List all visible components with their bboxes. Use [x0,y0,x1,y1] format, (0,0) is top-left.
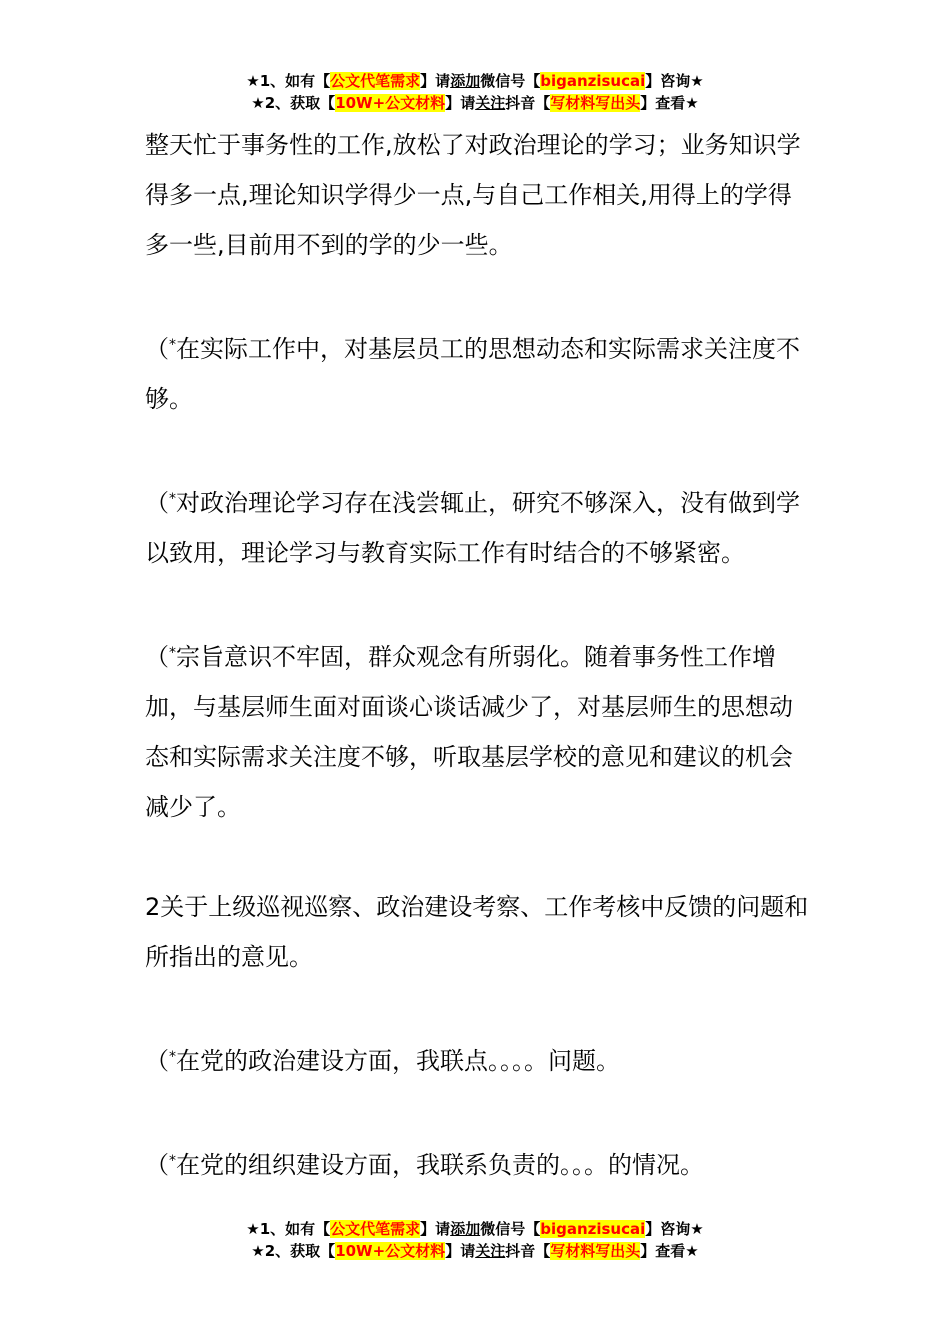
asterisk: * [169,337,176,353]
paragraph-1: 整天忙于事务性的工作,放松了对政治理论的学习；业务知识学得多一点,理论知识学得少一点,与自己工作相关,用得上的学得多一些,目前用不到的学的少一些。 [145,131,801,259]
paren: （ [145,1047,169,1075]
paragraph-text: 在实际工作中，对基层员工的思想动态和实际需求关注度不够。 [145,335,800,413]
promo-text: 抖音【 [505,1242,551,1260]
promo-underlined: 添加 [450,72,481,90]
paragraph-text: 宗旨意识不牢固，群众观念有所弱化。随着事务性工作增加，与基层师生面对面谈心谈话减少了，对基层师生的思想动态和实际需求关注度不够，听取基层学校的意见和建议的机会减少了。 [145,643,793,821]
promo-line-1 [0,1218,950,1240]
asterisk: * [169,645,176,661]
promo-text: 】请 [445,94,476,112]
asterisk: * [169,491,176,507]
asterisk: * [169,1153,176,1169]
paragraph-7 [145,1136,810,1190]
paren: （ [145,1151,169,1179]
promo-text: 抖音【 [505,94,551,112]
paragraph-4 [145,628,810,832]
paragraph-text: 在党的政治建设方面，我联点。。。。问题。 [176,1047,620,1075]
paren: （ [145,643,169,671]
paren: （ [145,489,169,517]
promo-text: 】查看★ [640,1242,699,1260]
paragraph-2 [145,320,810,424]
promo-banner-top [0,70,950,114]
promo-highlight-douyin: 写材料写出头 [550,94,641,112]
promo-highlight-douyin: 写材料写出头 [550,1242,641,1260]
promo-highlight-wechat: biganzisucai [540,1220,646,1238]
promo-underlined: 关注 [475,94,506,112]
promo-banner-bottom [0,1218,950,1262]
promo-underlined: 添加 [450,1220,481,1238]
promo-highlight: 10W+公文材料 [335,94,446,112]
document-body [145,120,810,1190]
promo-text: 】查看★ [640,94,699,112]
promo-line-2 [0,1240,950,1262]
promo-text: ★2、获取【 [251,94,336,112]
paren: （ [145,335,169,363]
paragraph-text: 在党的组织建设方面，我联系负责的。。。的情况。 [176,1151,704,1179]
paragraph-3 [145,474,810,578]
promo-text: 】请 [420,1220,451,1238]
promo-text: 】咨询★ [645,72,704,90]
promo-highlight: 公文代笔需求 [330,1220,421,1238]
promo-text: ★2、获取【 [251,1242,336,1260]
promo-text: 】咨询★ [645,1220,704,1238]
promo-underlined: 关注 [475,1242,506,1260]
paragraph-6 [145,1032,810,1086]
asterisk: * [169,1049,176,1065]
promo-text: 微信号【 [480,1220,541,1238]
promo-text: 微信号【 [480,72,541,90]
promo-highlight-wechat: biganzisucai [540,72,646,90]
promo-text: 】请 [420,72,451,90]
paragraph-5-heading: 2关于上级巡视巡察、政治建设考察、工作考核中反馈的问题和所指出的意见。 [145,893,809,971]
promo-highlight: 10W+公文材料 [335,1242,446,1260]
paragraph-text: 对政治理论学习存在浅尝辄止，研究不够深入，没有做到学以致用，理论学习与教育实际工作有时结合的不够紧密。 [145,489,800,567]
promo-text: ★1、如有【 [246,72,331,90]
promo-text: 】请 [445,1242,476,1260]
promo-line-1 [0,70,950,92]
promo-text: ★1、如有【 [246,1220,331,1238]
promo-line-2 [0,92,950,114]
promo-highlight: 公文代笔需求 [330,72,421,90]
